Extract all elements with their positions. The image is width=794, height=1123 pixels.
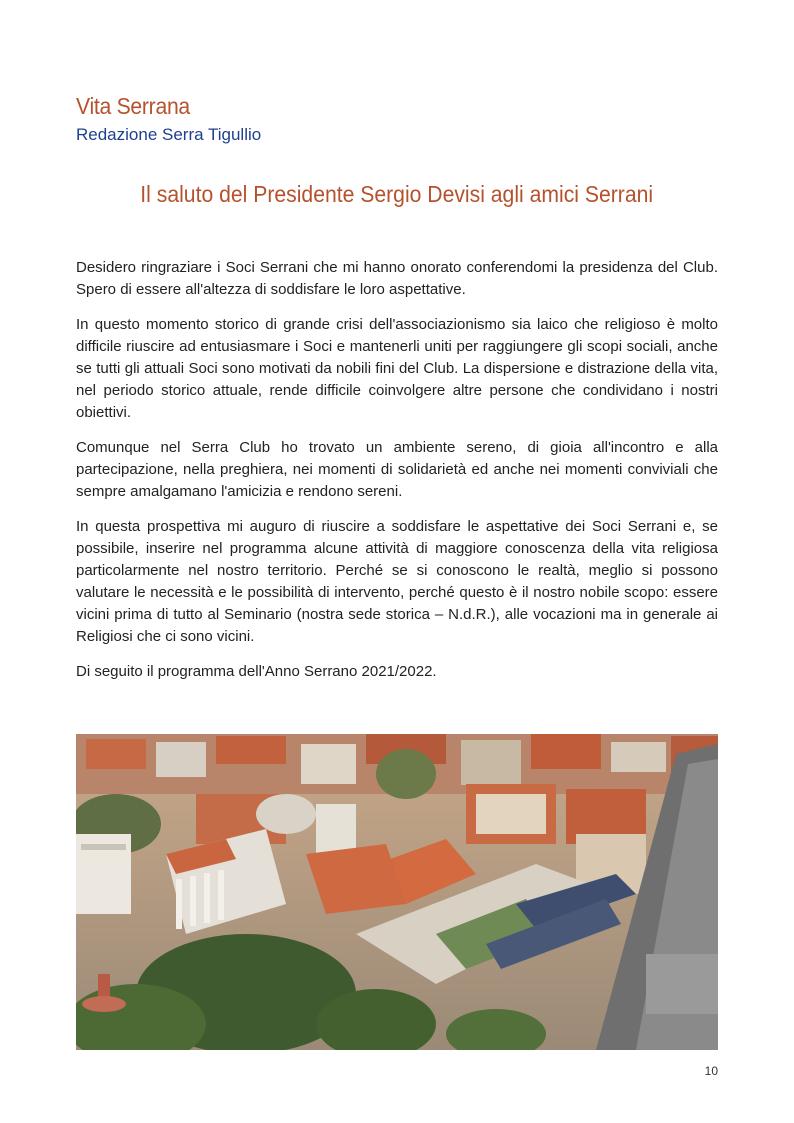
paragraph-5: Di seguito il programma dell'Anno Serrano 2021/2022. [76, 663, 437, 680]
article-headline [0, 181, 794, 208]
paragraph-3: Comunque nel Serra Club ho trovato un ambiente sereno, di gioia all'incontro e alla partecipazione, nella preghiera, nei momenti di solidarietà ed anche nei momenti conviviali che sempre amalgamano l'amicizia e rendono sereni. [76, 439, 718, 500]
aerial-photo [76, 734, 718, 1050]
page-number: 10 [704, 1064, 718, 1078]
paragraph-2: In questo momento storico di grande crisi dell'associazionismo sia laico che religioso è molto difficile riuscire ad entusiasmare i Soci e mantenerli uniti per raggiungere gli scopi sociali, anche se tutti gli attuali Soci sono motivati da nobili fini del Club. La dispersione e distrazione della vita, nel periodo storico attuale, rende difficile coinvolgere altre persone che condividano i nostri obiettivi. [76, 316, 718, 421]
article-headline-text: Il saluto del Presidente Sergio Devisi agli amici Serrani [140, 181, 654, 207]
article-body [76, 257, 718, 696]
section-title: Vita Serrana [76, 93, 190, 119]
paragraph-4: In questa prospettiva mi auguro di riuscire a soddisfare le aspettative dei Soci Serrani e, se possibile, inserire nel programma alcune attività di maggiore conoscenza della vita religiosa particolarmente nel nostro territorio. Perché se si conoscono le realtà, meglio si possono valutare le necessità e le possibilità di intervento, perché questo è il nostro nobile scopo: essere vicini prima di tutto al Seminario (nostra sede storica – N.d.R.), alle vocazioni ma in generale ai Religiosi che ci sono vicini. [76, 518, 718, 645]
paragraph-1: Desidero ringraziare i Soci Serrani che mi hanno onorato conferendomi la presidenza del Club. Spero di essere all'altezza di soddisfare le loro aspettative. [76, 259, 718, 298]
section-subtitle: Redazione Serra Tigullio [76, 125, 262, 144]
